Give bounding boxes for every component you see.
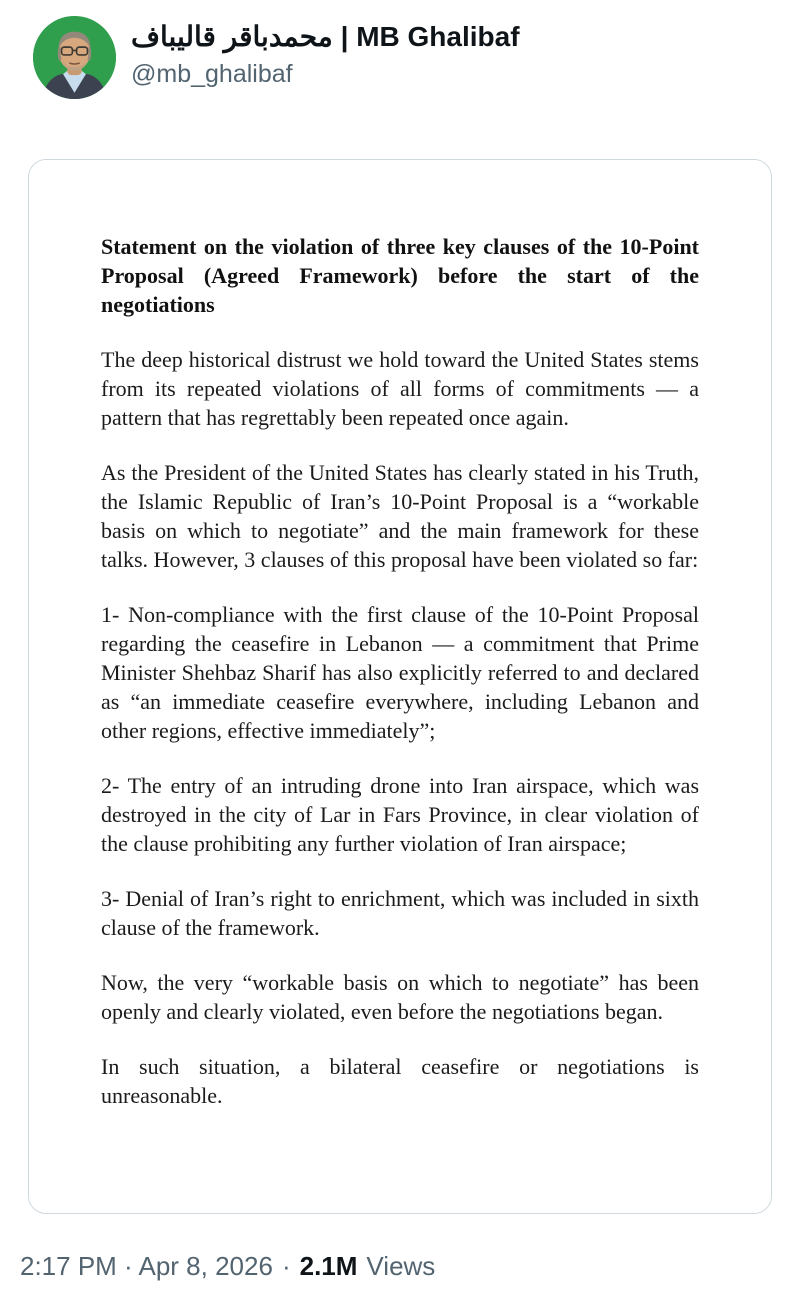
tweet-timestamp: 2:17 PM · Apr 8, 2026 [20,1251,273,1281]
tweet-meta-row [20,1250,435,1282]
profile-photo-icon [33,16,116,99]
statement-paragraph: 1- Non-compliance with the first clause of the 10-Point Proposal regarding the ceasefire in Lebanon — a commitment that Prime Minister Shehbaz Sharif has also explicitly referred to and declared as “an immediate ceasefire everywhere, including Lebanon and other regions, effective immediately”; [101,602,699,743]
tweet-attached-image[interactable] [28,159,772,1214]
views-count: 2.1M [299,1251,358,1281]
statement-paragraph: In such situation, a bilateral ceasefire or negotiations is unreasonable. [101,1054,699,1108]
statement-paragraph: Now, the very “workable basis on which to negotiate” has been openly and clearly violated, even before the negotiations began. [101,970,699,1024]
statement-paragraph: 2- The entry of an intruding drone into Iran airspace, which was destroyed in the city of Lar in Fars Province, in clear violation of the clause prohibiting any further violation of Iran airspace; [101,773,699,856]
display-name[interactable]: محمدباقر قالیباف | MB Ghalibaf [131,21,520,52]
views-label: Views [366,1251,436,1281]
tweet-header [33,16,520,99]
statement-paragraph: 3- Denial of Iran’s right to enrichment, which was included in sixth clause of the framework. [101,886,699,940]
profile-avatar[interactable] [33,16,116,99]
name-block [131,16,520,89]
meta-dot-separator: · [281,1251,291,1281]
statement-title: Statement on the violation of three key clauses of the 10-Point Proposal (Agreed Framework) before the start of the negotiations [101,234,699,317]
statement-paragraph: As the President of the United States has clearly stated in his Truth, the Islamic Republic of Iran’s 10-Point Proposal is a “workable basis on which to negotiate” and the main framework for these talks. However, 3 clauses of this proposal have been violated so far: [101,460,699,572]
statement-paragraph: The deep historical distrust we hold toward the United States stems from its repeated violations of all forms of commitments — a pattern that has regrettably been repeated once again. [101,347,699,430]
statement-document [101,232,699,1110]
user-handle[interactable]: @mb_ghalibaf [131,60,293,88]
